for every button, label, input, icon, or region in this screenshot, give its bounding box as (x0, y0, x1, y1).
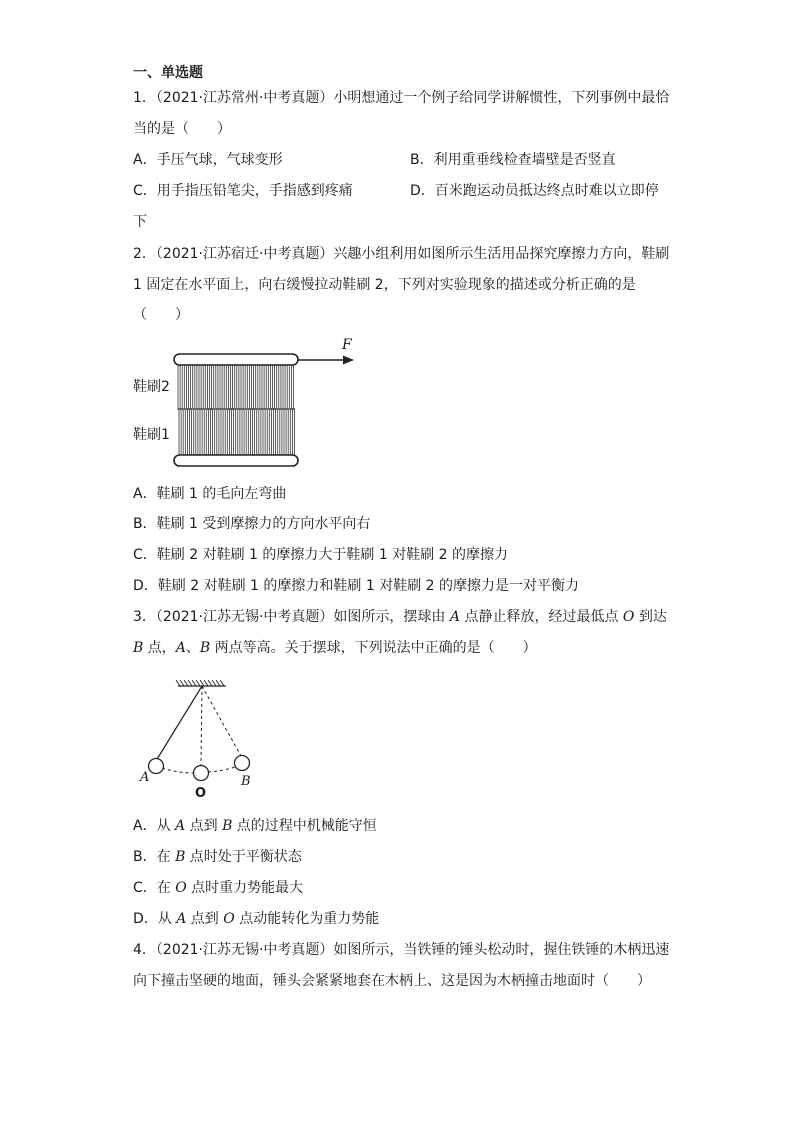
label-o: O (195, 786, 207, 801)
label-b: B (241, 774, 251, 789)
q1-option-c: C．用手指压铅笔尖，手指感到疼痛 (133, 183, 353, 199)
q4-stem-line2: 向下撞击坚硬的地面，锤头会紧紧地套在木柄上、这是因为木柄撞击地面时（ ） (133, 973, 651, 989)
pendulum-string (157, 686, 203, 760)
swing-path-right (208, 767, 235, 772)
q2-stem-line2: 1 固定在水平面上，向右缓慢拉动鞋刷 2，下列对实验现象的描述或分析正确的是 (133, 277, 636, 293)
ball-at-b (235, 756, 250, 771)
q1-option-d-continued: 下 (133, 214, 147, 230)
q2-option-b: B．鞋刷 1 受到摩擦力的方向水平向右 (133, 516, 371, 532)
ceiling-hatch (176, 680, 224, 686)
q1-option-a: A．手压气球，气球变形 (133, 152, 283, 168)
section-title: 一、单选题 (133, 65, 203, 81)
brush-2-handle (174, 354, 298, 365)
q1-stem-line1: 1．（2021·江苏常州·中考真题）小明想通过一个例子给同学讲解惯性，下列事例中最恰 (133, 90, 670, 106)
ball-at-a (149, 759, 164, 774)
label-a: A (140, 770, 150, 785)
q2-option-c: C．鞋刷 2 对鞋刷 1 的摩擦力大于鞋刷 1 对鞋刷 2 的摩擦力 (133, 547, 509, 563)
brush-diagram (132, 336, 372, 472)
q3-stem-line1: 3．（2021·江苏无锡·中考真题）如图所示，摆球由 A 点静止释放，经过最低点 O 到达 (133, 609, 667, 625)
q2-stem-line1: 2．（2021·江苏宿迁·中考真题）兴趣小组利用如图所示生活用品探究摩擦力方向，鞋刷 (133, 246, 670, 262)
q3-option-c: C．在 O 点时重力势能最大 (133, 880, 304, 896)
brush-1-handle (174, 455, 298, 466)
dashed-string-b (202, 686, 241, 756)
q2-option-a: A．鞋刷 1 的毛向左弯曲 (133, 486, 287, 502)
brush-2-label: 鞋刷2 (133, 379, 170, 395)
q2-brush-figure (132, 336, 372, 472)
q1-stem-line2: 当的是（ ） (133, 121, 231, 137)
brush-bristles (178, 365, 295, 455)
q3-pendulum-figure (138, 676, 258, 806)
q2-option-d: D．鞋刷 2 对鞋刷 1 的摩擦力和鞋刷 1 对鞋刷 2 的摩擦力是一对平衡力 (133, 578, 580, 594)
swing-path-left (162, 768, 194, 773)
dashed-string-o (201, 686, 202, 766)
ball-at-o (194, 766, 209, 781)
q4-stem-line1: 4．（2021·江苏无锡·中考真题）如图所示，当铁锤的锤头松动时，握住铁锤的木柄迅速 (133, 942, 670, 958)
q3-stem-line2: B 点，A、B 两点等高。关于摆球，下列说法中正确的是（ ） (133, 640, 537, 656)
q2-stem-line3: （ ） (133, 307, 189, 323)
q1-option-b: B．利用重垂线检查墙壁是否竖直 (410, 152, 616, 168)
q1-option-d: D．百米跑运动员抵达终点时难以立即停 (410, 183, 659, 199)
force-label: F (342, 337, 352, 353)
q3-option-a: A．从 A 点到 B 点的过程中机械能守恒 (133, 818, 377, 834)
force-arrow-head (343, 356, 354, 365)
q3-option-d: D．从 A 点到 O 点动能转化为重力势能 (133, 911, 380, 927)
brush-1-label: 鞋刷1 (133, 427, 170, 443)
q3-option-b: B．在 B 点时处于平衡状态 (133, 849, 302, 865)
